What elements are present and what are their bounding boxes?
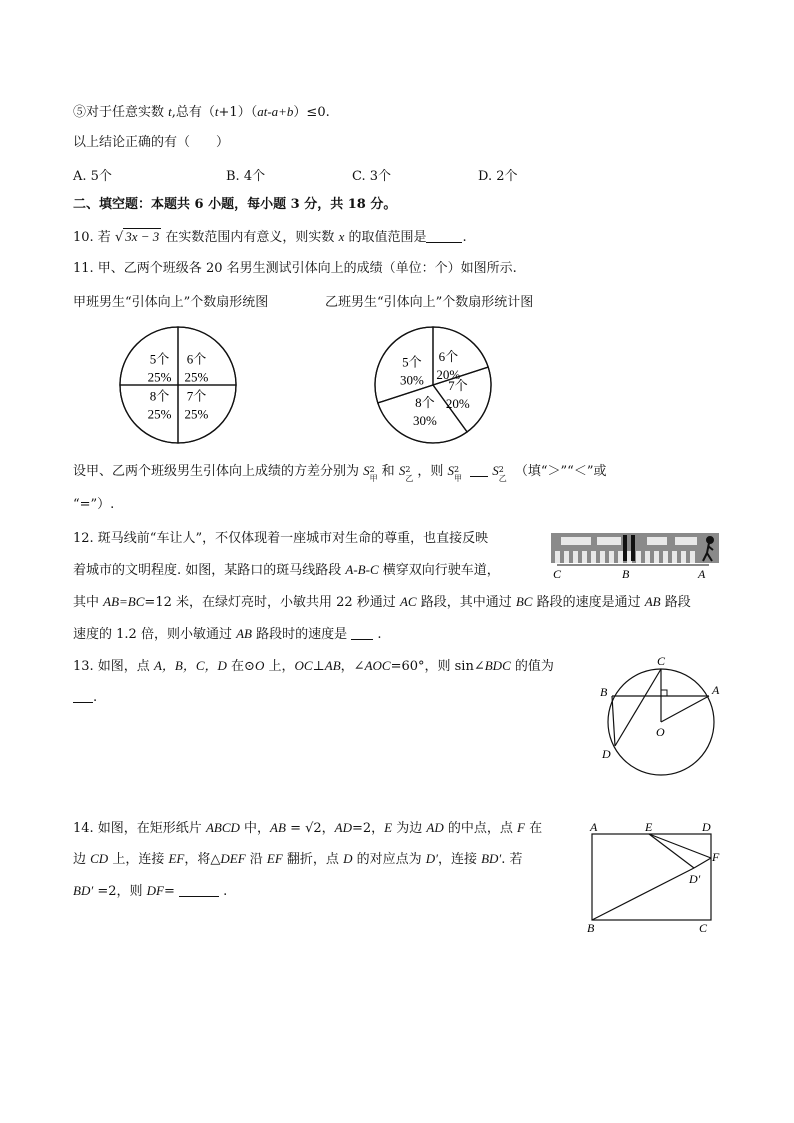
q14-l2k: 的对应点为 [352, 852, 426, 867]
label-b: B [587, 921, 595, 934]
q14-l2h: EF [266, 851, 283, 866]
q12-line3 [73, 593, 691, 612]
q13-l1c: 在⊙ [226, 659, 255, 674]
q12-l2b: A-B-C [345, 562, 379, 577]
q13-l1i: ，∠ [340, 659, 365, 674]
q13-l1e: 上， [264, 659, 295, 674]
q12-answer-blank[interactable] [351, 626, 373, 640]
q12-l3d: AC [399, 594, 417, 609]
label-d: D [602, 747, 611, 761]
label-a: A [698, 567, 706, 581]
q10-mid: 在实数范围内有意义，则实数 [161, 230, 339, 245]
pie-label-percent: 30% [413, 412, 437, 428]
q14-answer-blank[interactable] [179, 883, 219, 897]
label-c: C [699, 921, 708, 934]
q12-l3f: BC [515, 594, 533, 609]
s-yi: S [398, 463, 406, 478]
q13-l1k: =60°，则 sin∠ [390, 659, 485, 674]
q14-l3b: =2，则 [93, 884, 147, 899]
pie-label-category: 7个 [448, 378, 468, 394]
q10-var: x [338, 229, 345, 244]
s-yi-2: S [492, 463, 499, 478]
q10-prefix: 10. 若 [73, 230, 115, 245]
q12-l3e: 路段，其中通过 [416, 595, 516, 610]
q11-ask-prefix: 设甲、乙两个班级男生引体向上成绩的方差分别为 [73, 464, 360, 479]
label-e: E [645, 820, 653, 834]
q9-end: ）≤0. [293, 105, 330, 120]
q14-l1b: ABCD [205, 820, 240, 835]
q14-line1 [73, 819, 542, 838]
q11-answer-blank[interactable] [470, 463, 488, 477]
q13-l1d: O [254, 658, 265, 673]
q14-l1g: =2， [352, 821, 385, 836]
q9-item5-prefix: ⑤对于任意实数 [73, 105, 169, 120]
q9-option-c: C. 3个 [352, 169, 392, 184]
q14-l2n: BD′ [481, 851, 502, 866]
q14-l2l: D′ [425, 851, 438, 866]
q12-l2c: 横穿双向行驶车道， [378, 563, 500, 578]
label-b: B [622, 567, 630, 581]
segment-bd [612, 696, 615, 746]
label-a: A [712, 683, 720, 697]
q14-l2e: ，将△ [184, 852, 221, 867]
s-yi-2-sq: 2 [498, 465, 504, 474]
q10-radicand: 3x − 3 [125, 229, 160, 244]
pie-label-category: 6个 [186, 351, 207, 367]
segment-bd-prime [592, 868, 694, 920]
q12-l3h: AB [644, 594, 661, 609]
q14-l1i: 为边 [392, 821, 427, 836]
segment-ef [649, 834, 711, 858]
q14-l1l: F [517, 820, 525, 835]
q14-l1j: AD [426, 820, 444, 835]
q13-line1 [73, 657, 554, 676]
q13-l1h: AB [324, 658, 341, 673]
label-c: C [657, 654, 666, 668]
crosswalk-figure [549, 531, 721, 581]
q9-option-b: B. 4个 [226, 169, 266, 184]
q13-l1m: 的值为 [510, 659, 554, 674]
pie-label-category: 6个 [438, 348, 459, 364]
s-yi-sub: 乙 [405, 474, 414, 483]
q11-comma: ，则 [417, 464, 444, 479]
q9-option-a: A. 5个 [73, 169, 112, 184]
s-yi-2-sub: 乙 [498, 474, 507, 483]
s-jia-sub: 甲 [369, 474, 378, 483]
q9-item5-mid: ,总有（ [171, 105, 215, 120]
label-b: B [600, 685, 608, 699]
q14-l2j: D [343, 851, 353, 866]
pie-label-percent: 20% [445, 396, 470, 412]
q12-line4 [73, 625, 382, 644]
pie-label-category: 5个 [149, 351, 170, 367]
q14-l1e: = √2， [285, 821, 335, 836]
q14-l2d: EF [168, 851, 185, 866]
q12-l4a: 速度的 1.2 倍，则小敏通过 [73, 627, 237, 642]
q12-l4c: 路段时的速度是 [251, 627, 348, 642]
q12-l3c: =12 米，在绿灯亮时，小敏共用 22 秒通过 [144, 595, 400, 610]
s-yi-sq: 2 [405, 465, 411, 474]
q12-l4b: AB [236, 626, 252, 641]
q9-expr2: at-a+b [257, 104, 294, 119]
q9-item5 [73, 103, 330, 122]
pie-a-title: 甲班男生“引体向上”个数扇形统图 [73, 295, 269, 310]
q10-sqrt-sign: √ [114, 230, 124, 245]
q9-expr1: t [214, 104, 219, 119]
q12-line1: 12. 斑马线前“车让人”，不仅体现着一座城市对生命的尊重，也直接反映 [73, 531, 489, 546]
q13-l1b: A，B，C，D [153, 658, 227, 673]
q14-l1d: AB [270, 820, 286, 835]
q9-var-t: t [168, 104, 172, 119]
pie-chart-yi [368, 320, 498, 450]
segment-oa [661, 696, 709, 722]
q13-l2: . [93, 690, 98, 705]
q11-fill-hint2: “=”）. [73, 497, 115, 512]
segment-dc [615, 669, 661, 746]
pie-chart-jia [113, 320, 243, 450]
label-f: F [712, 850, 720, 864]
q13-l1j: AOC [364, 658, 391, 673]
q14-l2b: CD [90, 851, 109, 866]
pie-label-category: 8个 [149, 388, 170, 404]
s-jia: S [363, 463, 370, 478]
segment-ed-prime [649, 834, 694, 868]
q13-l1f: OC [294, 658, 313, 673]
pie-label-percent: 25% [147, 406, 172, 422]
q13-l1l: BDC [484, 658, 511, 673]
q11-ask [73, 462, 606, 481]
q14-l1c: 中， [239, 821, 271, 836]
q14-l3a: BD′ [73, 883, 94, 898]
pie-label-category: 5个 [402, 354, 422, 370]
segment-fd-prime [694, 858, 711, 868]
q10-end: . [462, 230, 467, 245]
pie-label-percent: 25% [184, 406, 209, 422]
q12-l3g: 路段的速度是通过 [532, 595, 645, 610]
q14-l1k: 的中点，点 [443, 821, 517, 836]
median-line-right [631, 535, 635, 561]
s-jia-2-sq: 2 [453, 465, 460, 474]
q9-plus: +1）（ [218, 105, 258, 120]
q13-answer-blank[interactable] [73, 689, 93, 703]
q14-l3c: DF [146, 883, 164, 898]
q12-l3b: AB=BC [103, 594, 145, 609]
q14-l2o: . 若 [501, 852, 523, 867]
q14-l2m: ，连接 [437, 852, 482, 867]
s-jia-2: S [447, 463, 454, 478]
pie-label-category: 8个 [415, 394, 435, 410]
q13-l1g: ⊥ [312, 659, 325, 674]
q9-option-d: D. 2个 [478, 169, 518, 184]
q14-l3d: = [163, 884, 175, 899]
q14-l2g: 沿 [245, 852, 267, 867]
q11-stem: 11. 甲、乙两个班级各 20 名男生测试引体向上的成绩（单位：个）如图所示. [73, 261, 517, 276]
label-o: O [656, 725, 665, 739]
q14-l1h: E [384, 820, 393, 835]
q14-l2f: DEF [220, 851, 246, 866]
q12-l3a: 其中 [73, 595, 104, 610]
q10-answer-blank[interactable] [426, 229, 462, 243]
circle-figure [596, 652, 736, 784]
q14-l3e: . [223, 884, 228, 899]
q12-l4d: . [377, 627, 382, 642]
q14-line2 [73, 850, 523, 869]
label-d: D [702, 820, 711, 834]
q14-l2a: 边 [73, 852, 91, 867]
pie-label-percent: 25% [147, 369, 172, 385]
pie-label-category: 7个 [186, 388, 207, 404]
q12-l3i: 路段 [660, 595, 691, 610]
q14-l1m: 在 [524, 821, 543, 836]
section-heading: 二、填空题：本题共 6 小题，每小题 3 分，共 18 分。 [73, 197, 397, 212]
median-line-left [623, 535, 627, 561]
s-jia-2-sub: 甲 [453, 474, 462, 483]
label-c: C [553, 567, 562, 581]
q14-l2c: 上，连接 [108, 852, 169, 867]
q13-line2 [73, 689, 97, 707]
pie-label-percent: 25% [184, 369, 209, 385]
right-angle-mark [661, 690, 667, 696]
q11-and: 和 [381, 464, 395, 479]
q10 [73, 228, 467, 247]
pie-b-title: 乙班男生“引体向上”个数扇形统计图 [325, 295, 534, 310]
q14-l1a: 14. 如图，在矩形纸片 [73, 821, 206, 836]
q9-ask: 以上结论正确的有（ ） [73, 135, 230, 150]
pie-label-percent: 30% [399, 372, 424, 388]
label-a: A [590, 820, 598, 834]
q10-suffix: 的取值范围是 [344, 230, 427, 245]
q12-line2 [73, 561, 500, 580]
q12-l2a: 着城市的文明程度. 如图，某路口的斑马线路段 [73, 563, 346, 578]
label-d-prime: D′ [689, 872, 701, 886]
q14-line3 [73, 882, 227, 901]
q13-l1a: 13. 如图，点 [73, 659, 154, 674]
q14-l2i: 翻折，点 [282, 852, 344, 867]
rectangle-figure [585, 816, 725, 934]
q14-l1f: AD [334, 820, 352, 835]
q11-fill-hint: （填“＞”“＜”或 [514, 464, 607, 479]
s-jia-sq: 2 [369, 465, 375, 474]
pie-label-percent: 20% [436, 366, 461, 382]
